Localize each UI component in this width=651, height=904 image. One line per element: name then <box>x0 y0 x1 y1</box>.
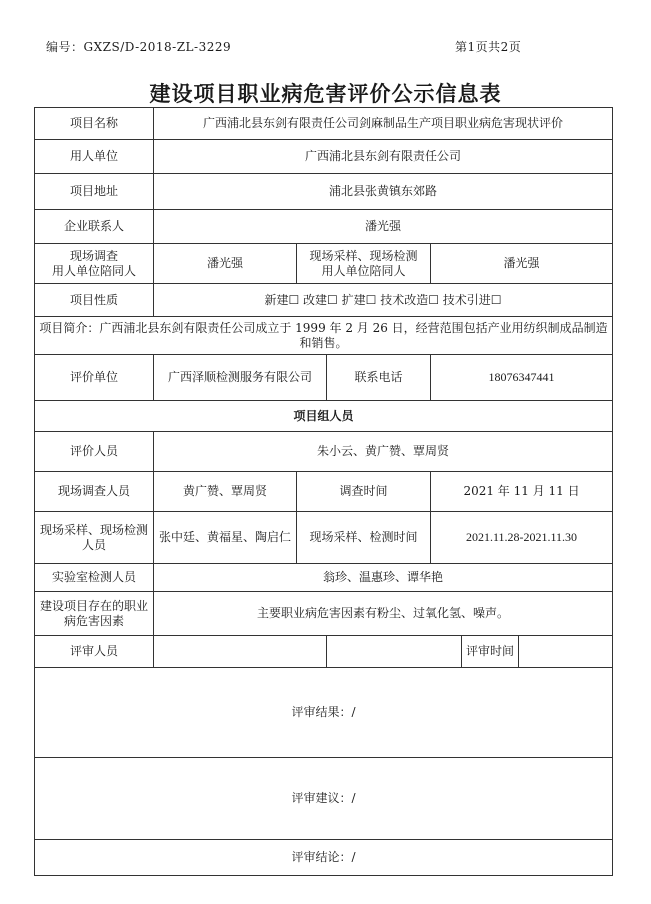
row-survey-escort <box>35 244 613 284</box>
row-review-result <box>35 668 613 758</box>
sampling-time-label: 现场采样、检测时间 <box>297 512 431 564</box>
disclosure-form-table <box>34 107 613 876</box>
address-value: 浦北县张黄镇东郊路 <box>154 174 613 210</box>
row-intro <box>35 317 613 355</box>
sampling-staff-value: 张中廷、黄福星、陶启仁 <box>154 512 297 564</box>
employer-label: 用人单位 <box>35 140 154 174</box>
sampling-time-value: 2021.11.28-2021.11.30 <box>431 512 613 564</box>
assessors-value: 朱小云、黄广赞、覃周贤 <box>154 432 613 472</box>
review-conclusion: 评审结论：/ <box>35 840 613 876</box>
project-name-value: 广西浦北县东剑有限责任公司剑麻制品生产项目职业病危害现状评价 <box>154 108 613 140</box>
survey-escort-value: 潘光强 <box>154 244 297 284</box>
document-code: 编号：GXZS/D-2018-ZL-3229 <box>46 40 232 54</box>
employer-value: 广西浦北县东剑有限责任公司 <box>154 140 613 174</box>
row-assessors <box>35 432 613 472</box>
sampling-escort-value: 潘光强 <box>431 244 613 284</box>
sampling-escort-label: 现场采样、现场检测 用人单位陪同人 <box>297 244 431 284</box>
address-label: 项目地址 <box>35 174 154 210</box>
evaluator-value: 广西泽顺检测服务有限公司 <box>154 355 327 401</box>
phone-value: 18076347441 <box>431 355 613 401</box>
lab-staff-label: 实验室检测人员 <box>35 564 154 592</box>
row-hazards <box>35 592 613 636</box>
nature-options: 新建☐ 改建☐ 扩建☐ 技术改造☐ 技术引进☐ <box>154 284 613 317</box>
review-spacer <box>327 636 462 668</box>
row-address <box>35 174 613 210</box>
row-sampling <box>35 512 613 564</box>
page-number: 第1页共2页 <box>455 40 522 54</box>
review-advice: 评审建议：/ <box>35 758 613 840</box>
reviewers-value <box>154 636 327 668</box>
project-intro: 项目简介：广西浦北县东剑有限责任公司成立于 1999 年 2 月 26 日，经营范围包括产业用纺织制成品制造和销售。 <box>35 317 613 355</box>
evaluator-label: 评价单位 <box>35 355 154 401</box>
assessors-label: 评价人员 <box>35 432 154 472</box>
row-evaluator <box>35 355 613 401</box>
row-employer <box>35 140 613 174</box>
sampling-staff-label: 现场采样、现场检测人员 <box>35 512 154 564</box>
team-header: 项目组人员 <box>35 401 613 432</box>
review-result: 评审结果：/ <box>35 668 613 758</box>
row-review-advice <box>35 758 613 840</box>
row-project-name <box>35 108 613 140</box>
hazards-value: 主要职业病危害因素有粉尘、过氧化氢、噪声。 <box>154 592 613 636</box>
survey-escort-label: 现场调查 用人单位陪同人 <box>35 244 154 284</box>
row-contact <box>35 210 613 244</box>
row-site-survey <box>35 472 613 512</box>
row-nature <box>35 284 613 317</box>
row-review <box>35 636 613 668</box>
review-time-label: 评审时间 <box>462 636 519 667</box>
site-survey-label: 现场调查人员 <box>35 472 154 512</box>
review-time-value <box>519 636 612 667</box>
lab-staff-value: 翁珍、温惠珍、谭华艳 <box>154 564 613 592</box>
row-review-conclusion <box>35 840 613 876</box>
contact-label: 企业联系人 <box>35 210 154 244</box>
site-survey-value: 黄广赞、覃周贤 <box>154 472 297 512</box>
phone-label: 联系电话 <box>327 355 431 401</box>
nature-label: 项目性质 <box>35 284 154 317</box>
survey-time-label: 调查时间 <box>297 472 431 512</box>
row-team-header <box>35 401 613 432</box>
reviewers-label: 评审人员 <box>35 636 154 668</box>
review-time-cell <box>462 636 613 668</box>
row-lab <box>35 564 613 592</box>
survey-time-value: 2021 年 11 月 11 日 <box>431 472 613 512</box>
contact-value: 潘光强 <box>154 210 613 244</box>
hazards-label: 建设项目存在的职业病危害因素 <box>35 592 154 636</box>
form-title: 建设项目职业病危害评价公示信息表 <box>149 82 502 106</box>
project-name-label: 项目名称 <box>35 108 154 140</box>
